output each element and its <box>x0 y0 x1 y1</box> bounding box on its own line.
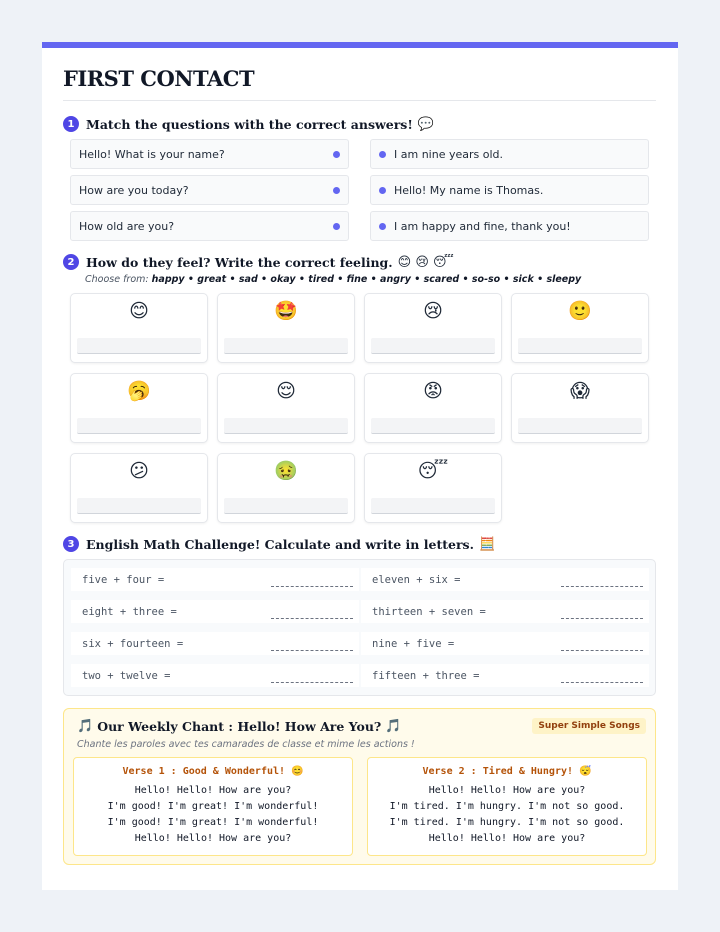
section-number: 1 <box>63 116 79 132</box>
match-dot[interactable] <box>333 187 340 194</box>
feeling-card <box>70 293 208 363</box>
answer-field[interactable] <box>77 418 201 434</box>
yawning-face-icon: 🥱 <box>127 380 151 402</box>
nauseated-face-icon: 🤢 <box>274 460 298 482</box>
answer-item[interactable]: Hello! My name is Thomas. <box>370 175 649 205</box>
answer-field[interactable] <box>224 498 348 514</box>
match-dot[interactable] <box>379 151 386 158</box>
math-problem: eight + three = <box>71 600 359 623</box>
answer-field[interactable] <box>271 640 353 651</box>
math-problem: nine + five = <box>361 632 649 655</box>
music-note-icon: 🎵 <box>385 718 402 734</box>
slight-smile-face-icon: 🙂 <box>568 300 592 322</box>
screaming-face-icon: 😱 <box>570 380 590 402</box>
answer-field[interactable] <box>271 672 353 683</box>
answer-field[interactable] <box>371 418 495 434</box>
verse-card <box>367 757 647 856</box>
section-title: Match the questions with the correct answers! <box>86 116 413 132</box>
angry-face-icon: 😡 <box>423 380 443 402</box>
math-problem: six + fourteen = <box>71 632 359 655</box>
confused-face-icon: 😕 <box>129 460 149 482</box>
answer-field[interactable] <box>271 608 353 619</box>
answer-field[interactable] <box>77 498 201 514</box>
feeling-card <box>511 373 649 443</box>
answer-field[interactable] <box>518 338 642 354</box>
chant-title: 🎵 Our Weekly Chant : Hello! How Are You? 🎵 <box>77 718 402 734</box>
answer-field[interactable] <box>561 640 643 651</box>
feeling-card <box>364 453 502 523</box>
lyric-line: Hello! Hello! How are you? <box>134 785 292 796</box>
emoji-faces-icon: 😊 😢 😴 <box>397 254 454 270</box>
math-problem: fifteen + three = <box>361 664 649 687</box>
music-note-icon: 🎵 <box>77 718 94 734</box>
sleeping-face-icon: 😴 <box>417 460 449 482</box>
chant-instructions: Chante les paroles avec tes camarades de classe et mime les actions ! <box>77 739 415 750</box>
word-bank: Choose from: happy • great • sad • okay • tired • fine • angry • scared • so-so • sick • sleepy <box>85 274 582 285</box>
chant-box <box>63 708 656 865</box>
question-item[interactable]: How are you today? <box>70 175 349 205</box>
feelings-grid <box>70 293 656 523</box>
match-dot[interactable] <box>379 187 386 194</box>
answer-field[interactable] <box>224 338 348 354</box>
matching-exercise <box>70 139 656 241</box>
answer-field[interactable] <box>224 418 348 434</box>
math-problem: thirteen + seven = <box>361 600 649 623</box>
lyric-line: I'm good! I'm great! I'm wonderful! <box>107 817 319 828</box>
speech-bubble-icon: 💬 <box>417 116 435 132</box>
answer-field[interactable] <box>561 608 643 619</box>
lyric-line: I'm tired. I'm hungry. I'm not so good. <box>389 801 625 812</box>
feeling-card <box>70 453 208 523</box>
math-problem: eleven + six = <box>361 568 649 591</box>
feeling-card <box>364 293 502 363</box>
star-struck-face-icon: 🤩 <box>274 300 298 322</box>
match-dot[interactable] <box>379 223 386 230</box>
answer-field[interactable] <box>371 338 495 354</box>
match-dot[interactable] <box>333 223 340 230</box>
answer-field[interactable] <box>518 418 642 434</box>
answer-field[interactable] <box>561 672 643 683</box>
abacus-icon: 🧮 <box>478 536 496 552</box>
answer-item[interactable]: I am nine years old. <box>370 139 649 169</box>
feeling-card <box>217 453 355 523</box>
answer-field[interactable] <box>77 338 201 354</box>
lyric-line: Hello! Hello! How are you? <box>428 785 586 796</box>
lyric-line: I'm tired. I'm hungry. I'm not so good. <box>389 817 625 828</box>
math-exercise <box>63 559 656 696</box>
math-problem: two + twelve = <box>71 664 359 687</box>
worksheet <box>42 42 678 890</box>
page-title: FIRST CONTACT <box>63 66 656 101</box>
lyric-line: Hello! Hello! How are you? <box>428 833 586 844</box>
section-2-header <box>63 253 656 271</box>
smiling-face-icon: 😊 <box>129 300 149 322</box>
verse-title: Verse 1 : Good & Wonderful! 😊 <box>122 766 304 777</box>
answer-field[interactable] <box>271 576 353 587</box>
section-title: English Math Challenge! Calculate and write in letters. <box>86 536 474 552</box>
feeling-card <box>364 373 502 443</box>
question-item[interactable]: How old are you? <box>70 211 349 241</box>
section-title: How do they feel? Write the correct feeling. <box>86 254 393 270</box>
section-1-header <box>63 115 656 133</box>
crying-face-icon: 😢 <box>423 300 443 322</box>
answer-item[interactable]: I am happy and fine, thank you! <box>370 211 649 241</box>
source-badge: Super Simple Songs <box>532 718 646 734</box>
question-item[interactable]: Hello! What is your name? <box>70 139 349 169</box>
section-number: 3 <box>63 536 79 552</box>
match-dot[interactable] <box>333 151 340 158</box>
feeling-card <box>70 373 208 443</box>
section-3-header <box>63 535 656 553</box>
relieved-face-icon: 😌 <box>276 380 296 402</box>
feeling-card <box>217 293 355 363</box>
lyric-line: Hello! Hello! How are you? <box>134 833 292 844</box>
feeling-card <box>217 373 355 443</box>
verse-title: Verse 2 : Tired & Hungry! 😴 <box>422 766 592 777</box>
feeling-card <box>511 293 649 363</box>
answer-field[interactable] <box>371 498 495 514</box>
math-problem: five + four = <box>71 568 359 591</box>
answer-field[interactable] <box>561 576 643 587</box>
section-number: 2 <box>63 254 79 270</box>
lyric-line: I'm good! I'm great! I'm wonderful! <box>107 801 319 812</box>
verse-card <box>73 757 353 856</box>
